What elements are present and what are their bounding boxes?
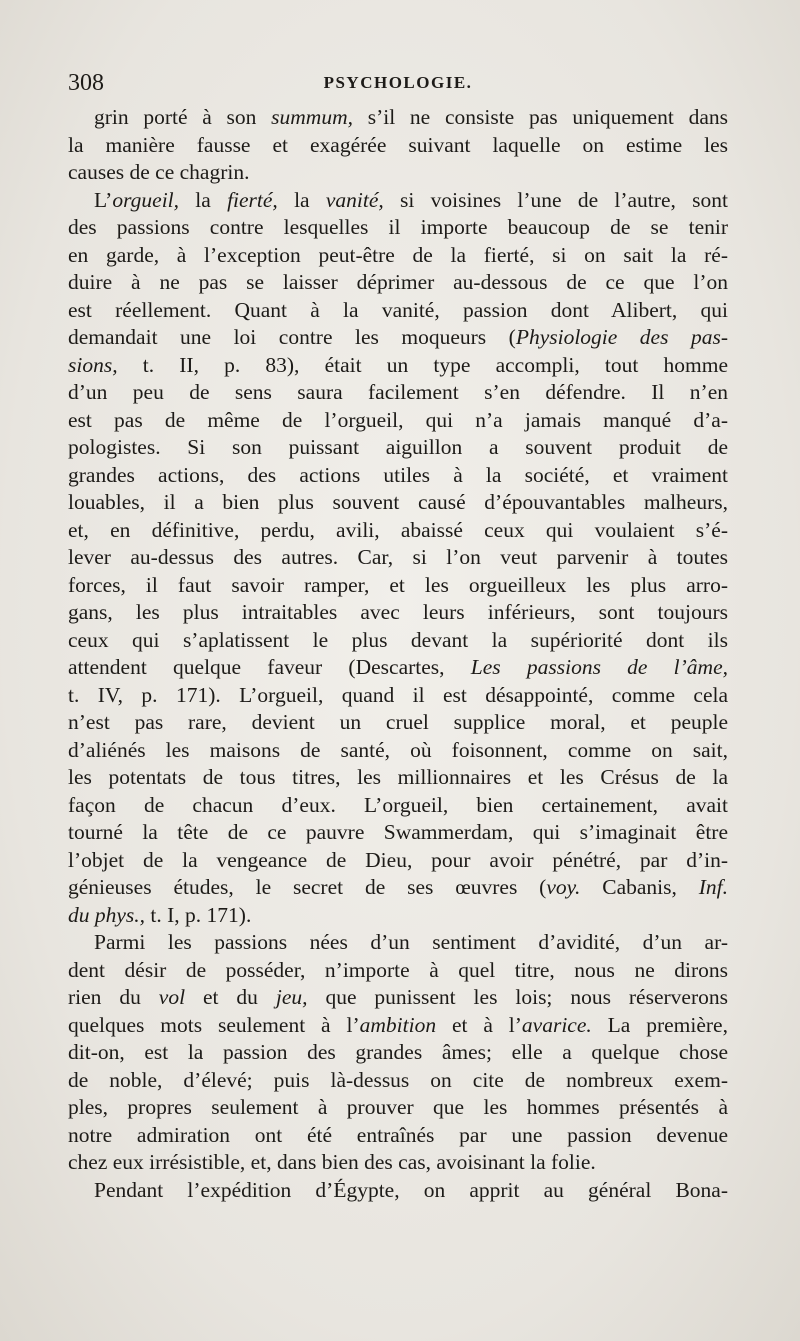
text-line xyxy=(68,297,728,325)
text-line xyxy=(68,572,728,600)
text-run: les potentats de tous titres, les millionnaires et les Crésus de la xyxy=(68,765,728,789)
text-line xyxy=(68,544,728,572)
text-run: si voisines l’une de l’autre, sont xyxy=(383,187,728,212)
text-run: d’un peu de sens saura facilement s’en défendre. Il n’en xyxy=(68,380,728,404)
text-run: La première, xyxy=(591,1012,728,1037)
text-run: forces, il faut savoir ramper, et les orgueilleux les plus arro- xyxy=(68,572,728,597)
italic-text: ambition xyxy=(359,1012,437,1037)
text-run: façon de chacun d’eux. L’orgueil, bien certainement, avait xyxy=(68,792,728,817)
text-run: t. I, p. 171). xyxy=(145,902,252,927)
text-run: que punissent les lois; nous réserverons xyxy=(307,985,728,1009)
italic-text: orgueil, xyxy=(112,187,180,212)
text-run: attendent quelque faveur (Descartes, xyxy=(68,655,471,679)
text-run: dit-on, est la passion des grandes âmes; elle a quelque chose xyxy=(68,1040,728,1064)
text-line xyxy=(68,214,728,242)
text-line xyxy=(68,1149,728,1177)
italic-text: fierté, xyxy=(227,187,278,212)
text-run: ceux qui s’aplatissent le plus devant la supériorité dont ils xyxy=(68,627,728,652)
text-run: en garde, à l’exception peut-être de la fierté, si on sait la ré- xyxy=(68,242,728,267)
text-line xyxy=(68,1122,728,1150)
text-run: grandes actions, des actions utiles à la société, et vraiment xyxy=(68,462,728,487)
text-run: t. IV, p. 171). L’orgueil, quand il est désappointé, comme cela xyxy=(68,682,728,707)
text-run: la xyxy=(277,187,326,212)
text-run: la manière fausse et exagérée suivant laquelle on estime les xyxy=(68,132,728,157)
italic-text: sions, xyxy=(68,352,118,377)
text-run: est pas de même de l’orgueil, qui n’a jamais manqué d’a- xyxy=(68,407,728,432)
text-run: Pendant l’expédition d’Égypte, on apprit au général Bona- xyxy=(94,1177,728,1202)
text-run: duire à ne pas se laisser déprimer au-dessous de ce que l’on xyxy=(68,270,728,294)
text-run: gans, les plus intraitables avec leurs inférieurs, sont toujours xyxy=(68,600,728,624)
text-line xyxy=(68,489,728,517)
text-line xyxy=(68,599,728,627)
text-run: chez eux irrésistible, et, dans bien des cas, avoisinant la folie. xyxy=(68,1150,596,1174)
text-run: tourné la tête de ce pauvre Swammerdam, qui s’imaginait être xyxy=(68,820,728,844)
text-line xyxy=(68,792,728,820)
text-line xyxy=(68,764,728,792)
italic-text: jeu, xyxy=(275,985,308,1009)
page-number: 308 xyxy=(68,70,104,96)
text-line xyxy=(68,627,728,655)
text-run: dent désir de posséder, n’importe à quel titre, nous ne dirons xyxy=(68,957,728,982)
text-run: grin porté à son xyxy=(94,105,272,129)
text-line xyxy=(68,957,728,985)
text-line xyxy=(68,324,728,352)
text-run: demandait une loi contre les moqueurs ( xyxy=(68,325,516,349)
text-line xyxy=(68,984,728,1012)
text-run: la xyxy=(179,187,228,212)
paragraph xyxy=(68,104,728,187)
text-line xyxy=(68,709,728,737)
text-line xyxy=(68,434,728,462)
text-run: t. II, p. 83), était un type accompli, tout homme xyxy=(117,352,728,377)
italic-text: vanité, xyxy=(325,187,384,212)
text-run: et, en définitive, perdu, avili, abaissé ceux qui voulaient s’é- xyxy=(68,517,728,542)
text-run: l’objet de la vengeance de Dieu, pour avoir pénétré, par d’in- xyxy=(68,847,728,872)
italic-text: avarice. xyxy=(521,1012,592,1037)
text-run: d’aliénés les maisons de santé, où foisonnent, comme on sait, xyxy=(68,737,728,762)
text-line xyxy=(68,682,728,710)
text-run: lever au-dessus des autres. Car, si l’on veut parvenir à toutes xyxy=(68,545,728,569)
text-line xyxy=(68,1012,728,1040)
text-run: s’il ne consiste pas uniquement dans xyxy=(352,105,728,129)
text-run: ples, propres seulement à prouver que les hommes présentés à xyxy=(68,1095,728,1119)
text-line xyxy=(68,1094,728,1122)
text-run: pologistes. Si son puissant aiguillon a souvent produit de xyxy=(68,435,728,459)
text-run: génieuses études, le secret de ses œuvres ( xyxy=(68,875,547,899)
italic-text: vol xyxy=(158,985,186,1009)
paragraph xyxy=(68,929,728,1177)
page-header xyxy=(68,70,728,104)
text-run: de noble, d’élevé; puis là-dessus on cite de nombreux exem- xyxy=(68,1067,728,1092)
running-title: PSYCHOLOGIE. xyxy=(323,73,473,92)
paragraph xyxy=(68,187,728,930)
text-line xyxy=(68,269,728,297)
italic-text: Physiologie des pas- xyxy=(515,325,728,349)
text-line xyxy=(68,929,728,957)
text-run: causes de ce chagrin. xyxy=(68,160,250,184)
text-run: Cabanis, xyxy=(580,875,699,899)
text-line xyxy=(68,902,728,930)
text-run: et du xyxy=(185,985,276,1009)
text-line xyxy=(68,242,728,270)
italic-text: voy. xyxy=(546,875,581,899)
text-line xyxy=(68,1039,728,1067)
body-text xyxy=(68,104,728,1204)
text-run: et à l’ xyxy=(436,1012,522,1037)
text-line xyxy=(68,517,728,545)
italic-text: summum, xyxy=(271,105,353,129)
text-line xyxy=(68,159,728,187)
text-line xyxy=(68,379,728,407)
paragraph xyxy=(68,1177,728,1205)
text-line xyxy=(68,874,728,902)
italic-text: Les passions de l’âme, xyxy=(470,655,728,679)
text-line xyxy=(68,352,728,380)
italic-text: Inf. xyxy=(698,875,728,899)
text-run: est réellement. Quant à la vanité, passion dont Alibert, qui xyxy=(68,297,728,322)
text-run: louables, il a bien plus souvent causé d’épouvantables malheurs, xyxy=(68,490,728,514)
text-line xyxy=(68,1067,728,1095)
text-line xyxy=(68,104,728,132)
text-run: n’est pas rare, devient un cruel supplice moral, et peuple xyxy=(68,710,728,734)
text-run: quelques mots seulement à l’ xyxy=(68,1012,360,1037)
text-line xyxy=(68,654,728,682)
text-line xyxy=(68,1177,728,1205)
text-line xyxy=(68,407,728,435)
text-run: rien du xyxy=(68,985,159,1009)
text-line xyxy=(68,187,728,215)
text-line xyxy=(68,462,728,490)
text-run: L’ xyxy=(94,187,113,212)
italic-text: du phys., xyxy=(68,902,146,927)
text-run: Parmi les passions nées d’un sentiment d’avidité, d’un ar- xyxy=(94,930,728,954)
text-run: notre admiration ont été entraînés par une passion devenue xyxy=(68,1122,728,1147)
text-line xyxy=(68,819,728,847)
text-line xyxy=(68,847,728,875)
text-line xyxy=(68,737,728,765)
text-line xyxy=(68,132,728,160)
text-run: des passions contre lesquelles il importe beaucoup de se tenir xyxy=(68,215,728,239)
